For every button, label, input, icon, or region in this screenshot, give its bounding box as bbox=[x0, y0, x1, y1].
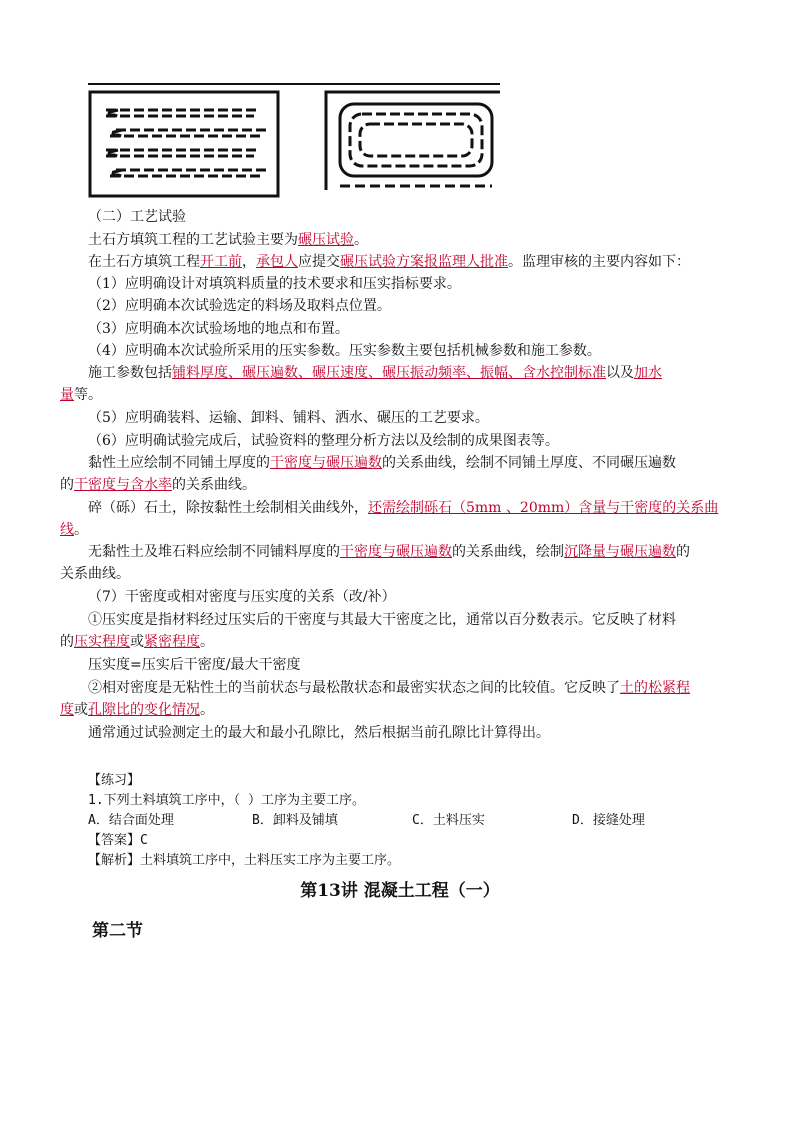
text-span: 或 bbox=[74, 702, 88, 718]
highlight-text: 碾压试验 bbox=[298, 232, 354, 248]
text-line bbox=[88, 206, 768, 228]
option-b: B．卸料及铺填 bbox=[252, 813, 338, 828]
text-span: 施工参数包括 bbox=[88, 365, 172, 381]
text-span: 的关系曲线。 bbox=[172, 477, 256, 493]
text-span: （5）应明确装料、运输、卸料、铺料、洒水、碾压的工艺要求。 bbox=[88, 410, 489, 426]
fill-pattern-figures bbox=[88, 80, 500, 200]
practice-analysis: 【解析】土料填筑工序中，土料压实工序为主要工序。 bbox=[88, 853, 401, 868]
highlight-text: 干密度与碾压遍数 bbox=[270, 455, 382, 471]
text-span: ， bbox=[242, 254, 256, 270]
text-span: 压实度=压实后干密度/最大干密度 bbox=[88, 657, 301, 673]
highlight-text: 碾压试验方案报监理人批准 bbox=[340, 254, 508, 270]
text-span: 。 bbox=[354, 232, 368, 248]
text-line bbox=[88, 251, 768, 273]
text-line bbox=[88, 677, 768, 699]
text-line bbox=[88, 586, 768, 608]
text-span: 的 bbox=[60, 477, 74, 493]
lecture-title: 第13讲 混凝土工程（一） bbox=[300, 881, 500, 901]
text-span: 的关系曲线，绘制不同铺土厚度、不同碾压遍数 bbox=[382, 455, 676, 471]
highlight-text: 度 bbox=[60, 702, 74, 718]
highlight-text: 土的松紧程 bbox=[620, 680, 690, 696]
option-a: A．结合面处理 bbox=[88, 813, 174, 828]
text-span: 在土石方填筑工程 bbox=[88, 254, 200, 270]
text-span: （1）应明确设计对填筑料质量的技术要求和压实指标要求。 bbox=[88, 276, 461, 292]
figure-area bbox=[88, 80, 500, 200]
text-span: 土石方填筑工程的工艺试验主要为 bbox=[88, 232, 298, 248]
practice-header: 【练习】 bbox=[88, 773, 141, 788]
text-line bbox=[88, 452, 768, 474]
section-title: 第二节 bbox=[92, 921, 143, 941]
text-line bbox=[88, 295, 768, 317]
text-span: 或 bbox=[130, 634, 144, 650]
option-c: C．土料压实 bbox=[412, 813, 485, 828]
practice-answer: 【答案】C bbox=[88, 833, 148, 848]
text-line bbox=[88, 340, 768, 362]
text-span: （3）应明确本次试验场地的地点和布置。 bbox=[88, 321, 349, 337]
text-line bbox=[88, 722, 768, 744]
text-span: （7）干密度或相对密度与压实度的关系（改/补） bbox=[88, 589, 396, 605]
highlight-text: 干密度与碾压遍数 bbox=[340, 544, 452, 560]
text-line bbox=[88, 497, 768, 519]
ring-fill-diagram bbox=[326, 92, 500, 190]
text-line bbox=[60, 699, 740, 721]
highlight-text: 压实程度 bbox=[74, 634, 130, 650]
text-span: 无黏性土及堆石料应绘制不同铺料厚度的 bbox=[88, 544, 340, 560]
text-line bbox=[88, 654, 768, 676]
highlight-text: 紧密程度 bbox=[144, 634, 200, 650]
text-line bbox=[88, 362, 768, 384]
highlight-text: 承包人 bbox=[256, 254, 298, 270]
text-line bbox=[88, 318, 768, 340]
highlight-text: 沉降量与碾压遍数 bbox=[564, 544, 676, 560]
highlight-text: 量 bbox=[60, 387, 74, 403]
text-span: （二）工艺试验 bbox=[88, 209, 186, 225]
text-span: ①压实度是指材料经过压实后的干密度与其最大干密度之比，通常以百分数表示。它反映了材料 bbox=[88, 612, 676, 628]
text-span: 的关系曲线，绘制 bbox=[452, 544, 564, 560]
text-span: 黏性土应绘制不同铺土厚度的 bbox=[88, 455, 270, 471]
text-span: 的 bbox=[60, 634, 74, 650]
text-line bbox=[60, 631, 740, 653]
text-span: 以及 bbox=[606, 365, 634, 381]
text-line bbox=[88, 430, 768, 452]
text-line bbox=[88, 541, 768, 563]
text-span: 应提交 bbox=[298, 254, 340, 270]
text-span: 。 bbox=[200, 702, 214, 718]
highlight-text: 孔隙比的变化情况 bbox=[88, 702, 200, 718]
text-span: 。监理审核的主要内容如下： bbox=[508, 254, 690, 270]
text-span: 碎（砾）石土，除按黏性土绘制相关曲线外， bbox=[88, 500, 368, 516]
text-span: 等。 bbox=[74, 387, 102, 403]
text-span: 。 bbox=[74, 522, 88, 538]
text-span: ②相对密度是无粘性土的当前状态与最松散状态和最密实状态之间的比较值。它反映了 bbox=[88, 680, 620, 696]
highlight-text: 线 bbox=[60, 522, 74, 538]
text-span: 通常通过试验测定土的最大和最小孔隙比，然后根据当前孔隙比计算得出。 bbox=[88, 725, 550, 741]
highlight-text: 铺料厚度、碾压遍数、碾压速度、碾压振动频率、振幅、含水控制标准 bbox=[172, 365, 606, 381]
layered-fill-diagram bbox=[90, 92, 278, 196]
text-line bbox=[88, 609, 768, 631]
text-span: （6）应明确试验完成后，试验资料的整理分析方法以及绘制的成果图表等。 bbox=[88, 433, 559, 449]
text-span: （2）应明确本次试验选定的料场及取料点位置。 bbox=[88, 298, 391, 314]
text-line bbox=[60, 384, 740, 406]
highlight-text: 还需绘制砾石（5mm 、20mm）含量与干密度的关系曲 bbox=[368, 500, 719, 516]
text-span: 的 bbox=[676, 544, 690, 560]
text-line bbox=[88, 229, 768, 251]
text-span: 。 bbox=[200, 634, 214, 650]
highlight-text: 加水 bbox=[634, 365, 662, 381]
practice-question: 1.下列土料填筑工序中，（ ）工序为主要工序。 bbox=[88, 793, 365, 808]
text-span: 关系曲线。 bbox=[60, 566, 130, 582]
highlight-text: 开工前 bbox=[200, 254, 242, 270]
text-span: （4）应明确本次试验所采用的压实参数。压实参数主要包括机械参数和施工参数。 bbox=[88, 343, 601, 359]
text-line bbox=[60, 474, 740, 496]
text-line bbox=[60, 519, 740, 541]
text-line bbox=[88, 407, 768, 429]
option-d: D．接缝处理 bbox=[572, 813, 645, 828]
text-line bbox=[60, 563, 740, 585]
highlight-text: 干密度与含水率 bbox=[74, 477, 172, 493]
text-line bbox=[88, 273, 768, 295]
